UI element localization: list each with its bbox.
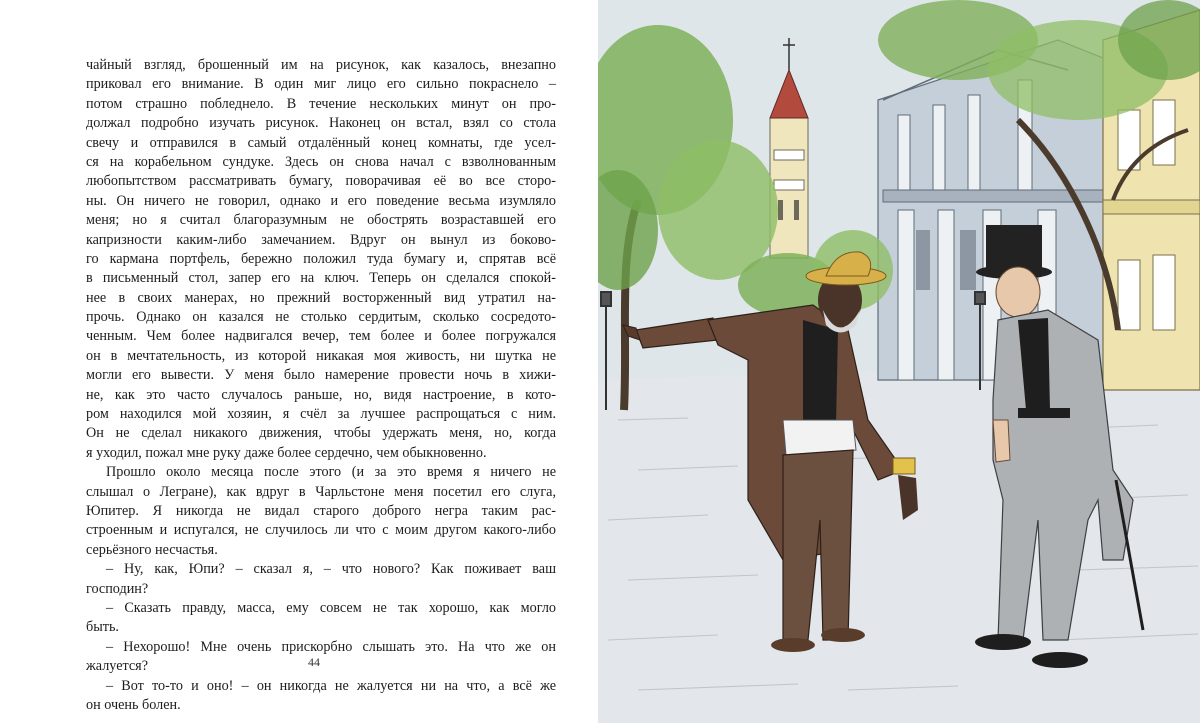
text-line: ны. Он ничего не говорил, однако и его поведение весьма изумляло bbox=[86, 192, 556, 209]
body-text bbox=[86, 56, 556, 715]
text-line: господин? bbox=[86, 580, 149, 597]
text-line: я уходил, пожал мне руку даже более сердечно, чем обыкновенно. bbox=[86, 444, 487, 461]
text-line: – Ну, как, Юпи? – сказал я, – что нового? Как поживает ваш bbox=[106, 561, 556, 578]
illustration bbox=[598, 0, 1200, 723]
text-line: – Сказать правду, масса, ему совсем не так хорошо, как могло bbox=[106, 599, 556, 616]
illustration-drawing bbox=[598, 0, 1200, 723]
left-page bbox=[0, 0, 598, 723]
text-line: чайный взгляд, брошенный им на рисунок, как казалось, внезапно bbox=[86, 57, 556, 73]
text-line: Прошло около месяца после этого (и за это время я ничего не bbox=[106, 464, 556, 481]
text-line: Он не сделал никакого движения, чтобы удержать меня, но, когда bbox=[86, 425, 556, 442]
text-line: любопытством рассматривать бумагу, поворачивая её во все сторо- bbox=[86, 173, 556, 190]
text-line: – Нехорошо! Мне очень прискорбно слышать это. На что же он bbox=[106, 638, 556, 655]
text-line: быть. bbox=[86, 619, 119, 636]
text-line: в письменный стол, запер его на ключ. Теперь он сделался спокой- bbox=[86, 270, 556, 287]
text-line: должал подробно изучать рисунок. Наконец он встал, взял со стола bbox=[86, 115, 556, 132]
text-line: жалуется? bbox=[86, 658, 149, 675]
text-line: ся на корабельном сундуке. Здесь он снова начал с взволнованным bbox=[86, 153, 556, 170]
text-line: слышал о Легране), как вдруг в Чарльстоне меня посетил его слуга, bbox=[86, 483, 556, 500]
page-number: 44 bbox=[308, 655, 320, 669]
text-line: он в мечтательность, из которой никакая моя живость, ни шутка не bbox=[86, 347, 556, 364]
text-line: не, как это часто случалось раньше, но, видя настроение, в кото- bbox=[86, 386, 556, 403]
text-line: свечу и отправился в самый отдалённый конец комнаты, где усел- bbox=[86, 134, 556, 151]
text-line: он очень болен. bbox=[86, 696, 181, 713]
text-line: го кармана портфель, бережно положил туда бумагу и, спрятав всё bbox=[86, 250, 556, 267]
text-line: Юпитер. Я никогда не видал старого доброго негра таким рас- bbox=[86, 502, 556, 519]
text-line: нее в своих манерах, но прежний восторженный вид утратил на- bbox=[86, 289, 556, 306]
text-line: прочь. Однако он казался не столько сердитым, сколько сосредото- bbox=[86, 309, 556, 326]
text-line: потом страшно побледнело. В течение нескольких минут он про- bbox=[86, 95, 556, 112]
text-line: строенным и испугался, не случилось ли что с моим другом какого-либо bbox=[86, 522, 556, 539]
text-line: ром находился мой хозяин, я счёл за лучшее распрощаться с ним. bbox=[86, 406, 556, 423]
text-line: могли его вывести. У меня было намерение провести ночь в хижи- bbox=[86, 367, 556, 384]
text-line: капризности каким-либо замечанием. Вдруг он вынул из боково- bbox=[86, 231, 556, 248]
text-line: ченным. Чем более надвигался вечер, тем более и более погружался bbox=[86, 328, 556, 345]
text-line: приковал его внимание. В один миг лицо его сильно покраснело – bbox=[86, 76, 556, 93]
text-line: меня; но я считал благоразумным не обострять возраставшей его bbox=[86, 212, 556, 229]
text-line: – Вот то-то и оно! – он никогда не жалуется ни на что, а всё же bbox=[106, 677, 556, 694]
text-line: серьёзного несчастья. bbox=[86, 541, 218, 558]
